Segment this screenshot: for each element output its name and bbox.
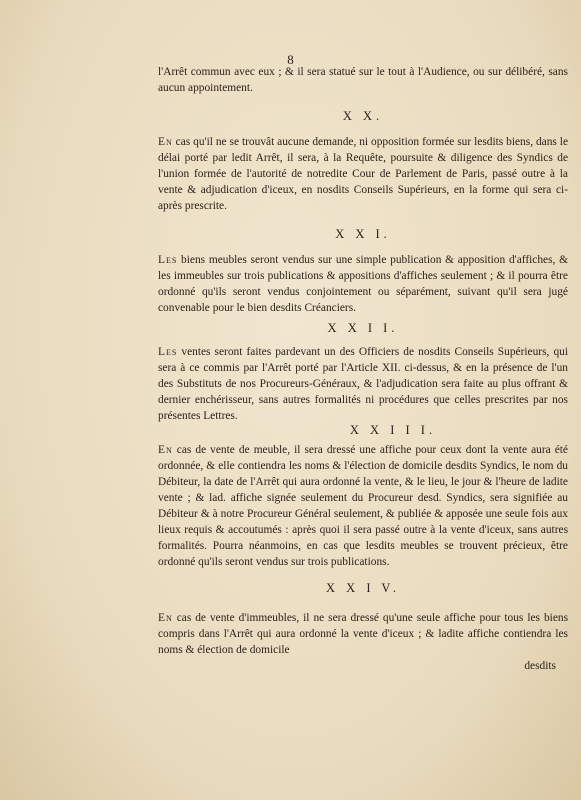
lead-word: Les <box>158 254 178 266</box>
article-paragraph-xxii <box>158 344 568 424</box>
paragraph-text: ventes seront faites pardevant un des Officiers de nosdits Conseils Supérieurs, qui sera à ce commis par l'Arrêt porté par l'Article XII. ci-dessus, & en la présence de l'un des Substituts de nos Procureurs-Généraux, & l'adjudication sera faite au plus offrant & dernier enchérisseur, sans autres formalités ni procédures que celles prescrites par nos présentes Lettres. <box>158 346 568 422</box>
page-number: 8 <box>287 52 294 67</box>
catchword: desdits <box>524 660 556 672</box>
lead-word: En <box>158 612 173 624</box>
article-heading-xxii: X X I I. <box>327 321 399 335</box>
article-paragraph-xxi <box>158 252 568 316</box>
lead-word: Les <box>158 346 178 358</box>
document-body <box>158 64 568 674</box>
paragraph-text: biens meubles seront vendus sur une simple publication & apposition d'affiches, & les immeubles sur trois publications & appositions d'affiches seulement ; & il pourra être ordonné qu'ils seront vendus conjointement ou séparément, suivant qu'il sera jugé convenable pour le bien desdits Créanciers. <box>158 254 568 314</box>
paragraph-text: cas de vente d'immeubles, il ne sera dressé qu'une seule affiche pour tous les biens compris dans l'Arrêt qui aura ordonné la vente d'iceux ; & ladite affiche contiendra les noms & élection de domicile <box>158 612 568 656</box>
article-paragraph-xxiv <box>158 610 568 658</box>
paragraph-text: cas de vente de meuble, il sera dressé une affiche pour ceux dont la vente aura été ordonnée, & elle contiendra les noms & l'élection de domicile desdits Syndics, le nom du Débiteur, la date de l'Arrêt qui aura ordonné la vente, & le lieu, le jour & l'heure de ladite vente ; & lad. affiche signée seulement du Procureur desd. Syndics, sera signifiée au Débiteur & à notre Procureur Général seulement, & publiée & apposée une seule fois aux lieux requis & accoutumés : après quoi il sera passé outre à la vente d'iceux, sans autres formalités. Pourra néanmoins, en cas que lesdits meubles se trouvent précieux, être ordonné qu'ils seront vendus sur trois publications. <box>158 444 568 568</box>
article-heading-xx: X X. <box>342 109 384 123</box>
article-heading-xxiii: X X I I I. <box>349 423 437 437</box>
lead-word: En <box>158 136 173 148</box>
article-heading-xxi: X X I. <box>335 227 391 241</box>
intro-paragraph: l'Arrêt commun avec eux ; & il sera statué sur le tout à l'Audience, ou sur délibéré, sans aucun appointement. <box>158 66 568 94</box>
article-paragraph-xxiii <box>158 442 568 570</box>
article-paragraph-xx <box>158 134 568 214</box>
lead-word: En <box>158 444 173 456</box>
article-heading-xxiv: X X I V. <box>326 581 400 595</box>
paragraph-text: cas qu'il ne se trouvât aucune demande, ni opposition formée sur lesdits biens, dans le délai porté par ledit Arrêt, il sera, à la Requête, poursuite & diligence des Syndics de l'union formée de l'autorité de notredite Cour de Parlement de Paris, passé outre à la vente & adjudication d'iceux, en nosdits Conseils Supérieurs, en la forme qui sera ci-après prescrite. <box>158 136 568 212</box>
